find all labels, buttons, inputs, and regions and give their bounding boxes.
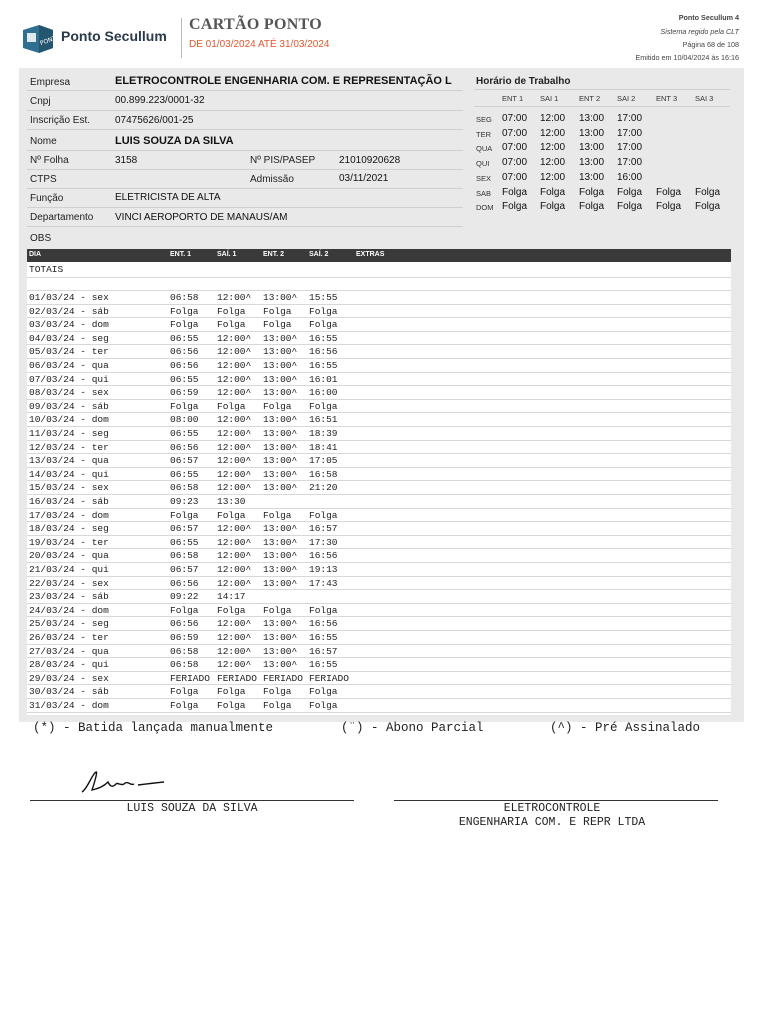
row-time: 12:00^ bbox=[217, 550, 252, 562]
work-hours-cell: Folga bbox=[579, 186, 605, 198]
row-time: 16:55 bbox=[309, 332, 338, 344]
table-row bbox=[27, 481, 731, 495]
work-hours-cell: 07:00 bbox=[502, 113, 528, 124]
row-time: Folga bbox=[263, 319, 292, 331]
row-time: Folga bbox=[309, 686, 338, 698]
work-hours-day: QUI bbox=[476, 159, 490, 169]
row-time: 13:00^ bbox=[263, 441, 298, 453]
row-time: 12:00^ bbox=[217, 292, 252, 303]
table-row bbox=[27, 536, 731, 550]
row-day: 09/03/24 - sáb bbox=[29, 400, 109, 412]
row-time: 18:41 bbox=[309, 441, 338, 453]
row-day: 18/03/24 - seg bbox=[29, 523, 109, 535]
regime-text: Sistema regido pela CLT bbox=[660, 27, 739, 36]
legend-pre: (^) - Pré Assinalado bbox=[550, 721, 701, 735]
table-row bbox=[27, 427, 731, 441]
row-day: 15/03/24 - sex bbox=[29, 482, 109, 494]
empresa-value: ELETROCONTROLE ENGENHARIA COM. E REPRESENTAÇÃO L bbox=[115, 75, 452, 87]
row-day: 23/03/24 - sáb bbox=[29, 591, 109, 603]
row-time: 12:00^ bbox=[217, 468, 252, 480]
table-row bbox=[27, 509, 731, 523]
work-hours-header: SAI 3 bbox=[695, 94, 714, 103]
funcao-label: Função bbox=[30, 193, 64, 204]
table-header bbox=[27, 249, 731, 262]
work-hours-cell: 07:00 bbox=[502, 171, 528, 183]
row-time: 12:00^ bbox=[217, 428, 252, 439]
row-time: 06:58 bbox=[170, 645, 199, 657]
work-hours-header: SAI 2 bbox=[617, 94, 636, 103]
page-number: Página 68 de 108 bbox=[682, 40, 739, 49]
cnpj-value: 00.899.223/0001-32 bbox=[115, 95, 205, 106]
company-signature-name-2: ENGENHARIA COM. E REPR LTDA bbox=[458, 816, 646, 829]
table-row bbox=[27, 631, 731, 645]
row-time: 06:57 bbox=[170, 564, 199, 575]
divider bbox=[474, 89, 730, 90]
row-time: 14:17 bbox=[217, 591, 246, 603]
row-time: 13:30 bbox=[217, 496, 246, 507]
work-hours-cell: 12:00 bbox=[540, 142, 566, 154]
handwritten-signature bbox=[78, 768, 168, 803]
row-day: 16/03/24 - sáb bbox=[29, 496, 109, 507]
table-row bbox=[27, 658, 731, 672]
divider bbox=[27, 90, 463, 91]
row-time: 06:58 bbox=[170, 659, 199, 671]
row-time: Folga bbox=[170, 686, 199, 698]
row-day: 03/03/24 - dom bbox=[29, 319, 109, 331]
header-divider bbox=[181, 18, 182, 58]
row-day: 06/03/24 - qua bbox=[29, 360, 109, 371]
divider bbox=[474, 106, 730, 107]
divider bbox=[27, 207, 463, 208]
table-row bbox=[27, 563, 731, 577]
row-time: 16:55 bbox=[309, 659, 338, 671]
row-time: FERIADO bbox=[263, 672, 303, 684]
row-time: 16:01 bbox=[309, 373, 338, 385]
row-time: 12:00^ bbox=[217, 441, 252, 453]
work-hours-cell: Folga bbox=[502, 186, 528, 198]
work-hours-cell: 13:00 bbox=[579, 171, 605, 183]
totais-label: TOTAIS bbox=[29, 264, 64, 275]
work-hours-cell: Folga bbox=[579, 201, 605, 213]
company-signature-name-1: ELETROCONTROLE bbox=[503, 802, 601, 815]
row-time: Folga bbox=[263, 700, 292, 711]
work-hours-cell: 13:00 bbox=[579, 127, 605, 139]
row-time: Folga bbox=[217, 305, 246, 317]
divider bbox=[27, 169, 463, 170]
row-time: 16:58 bbox=[309, 468, 338, 480]
row-day: 20/03/24 - qua bbox=[29, 550, 109, 562]
row-time: 06:56 bbox=[170, 577, 199, 589]
folha-label: Nº Folha bbox=[30, 155, 69, 166]
row-time: 16:51 bbox=[309, 414, 338, 426]
divider bbox=[27, 277, 731, 278]
work-hours-header: ENT 1 bbox=[502, 94, 524, 103]
row-time: 06:56 bbox=[170, 346, 199, 358]
work-hours-day: SEX bbox=[476, 173, 492, 183]
admissao-value: 03/11/2021 bbox=[339, 173, 389, 184]
pis-label: Nº PIS/PASEP bbox=[250, 155, 316, 166]
admissao-label: Admissão bbox=[250, 174, 294, 185]
company-signature-line bbox=[394, 800, 718, 801]
work-hours-cell: Folga bbox=[695, 186, 721, 198]
row-day: 05/03/24 - ter bbox=[29, 346, 109, 358]
row-time: FERIADO bbox=[217, 672, 257, 684]
punch-table bbox=[27, 249, 731, 715]
row-time: 13:00^ bbox=[263, 564, 298, 575]
table-row bbox=[27, 699, 731, 713]
legend-manual: (*) - Batida lançada manualmente bbox=[33, 721, 274, 735]
row-time: 06:56 bbox=[170, 360, 199, 371]
nome-value: LUIS SOUZA DA SILVA bbox=[115, 135, 234, 147]
work-hours-cell: Folga bbox=[617, 201, 643, 213]
pis-value: 21010920628 bbox=[339, 155, 401, 166]
row-time: 12:00^ bbox=[217, 564, 252, 575]
divider bbox=[27, 129, 463, 130]
row-time: 13:00^ bbox=[263, 536, 298, 548]
employee-signature-line bbox=[30, 800, 354, 801]
obs-label: OBS bbox=[30, 233, 52, 244]
work-hours-cell: Folga bbox=[656, 201, 682, 213]
row-time: 12:00^ bbox=[217, 645, 252, 657]
divider bbox=[27, 188, 463, 189]
work-hours-cell: Folga bbox=[617, 186, 643, 198]
row-time: 06:55 bbox=[170, 468, 199, 480]
row-time: 09:23 bbox=[170, 496, 199, 507]
table-row bbox=[27, 359, 731, 373]
row-time: 18:39 bbox=[309, 428, 338, 439]
row-time: 13:00^ bbox=[263, 645, 298, 657]
work-hours-cell: 13:00 bbox=[579, 113, 605, 124]
table-row bbox=[27, 468, 731, 482]
row-time: 06:55 bbox=[170, 428, 199, 439]
col-ent2: ENT. 2 bbox=[263, 251, 285, 258]
work-hours-cell: 16:00 bbox=[617, 171, 643, 183]
table-row bbox=[27, 305, 731, 319]
table-row bbox=[27, 441, 731, 455]
legend-abono: (¨) - Abono Parcial bbox=[341, 721, 484, 735]
work-hours-cell: 12:00 bbox=[540, 171, 566, 183]
svg-text:PONTO: PONTO bbox=[39, 33, 62, 48]
work-hours-cell: 07:00 bbox=[502, 142, 528, 154]
row-time: 13:00^ bbox=[263, 292, 298, 303]
row-time: 12:00^ bbox=[217, 632, 252, 643]
row-time: 06:57 bbox=[170, 523, 199, 535]
row-time: Folga bbox=[309, 700, 338, 711]
row-day: 28/03/24 - qui bbox=[29, 659, 109, 671]
cnpj-label: Cnpj bbox=[30, 96, 51, 107]
table-row bbox=[27, 522, 731, 536]
row-time: Folga bbox=[309, 400, 338, 412]
row-time: FERIADO bbox=[170, 672, 210, 684]
row-time: 13:00^ bbox=[263, 618, 298, 630]
row-day: 01/03/24 - sex bbox=[29, 292, 109, 303]
row-time: Folga bbox=[309, 509, 338, 521]
depto-label: Departamento bbox=[30, 212, 94, 223]
row-time: 06:56 bbox=[170, 618, 199, 630]
col-ent1: ENT. 1 bbox=[170, 251, 192, 258]
row-time: 06:57 bbox=[170, 455, 199, 467]
table-row bbox=[27, 373, 731, 387]
product-name: Ponto Secullum 4 bbox=[678, 13, 739, 22]
row-time: Folga bbox=[217, 400, 246, 412]
inscricao-value: 07475626/001-25 bbox=[115, 115, 194, 126]
col-sai2: SAÍ. 2 bbox=[309, 251, 329, 258]
work-hours-cell: 13:00 bbox=[579, 157, 605, 169]
row-time: Folga bbox=[170, 305, 199, 317]
row-day: 11/03/24 - seg bbox=[29, 428, 109, 439]
work-hours-cell: 12:00 bbox=[540, 113, 566, 124]
row-time: 16:57 bbox=[309, 523, 338, 535]
folha-value: 3158 bbox=[115, 155, 138, 166]
row-day: 13/03/24 - qua bbox=[29, 455, 109, 467]
row-time: 16:57 bbox=[309, 645, 338, 657]
row-time: 06:59 bbox=[170, 387, 199, 399]
row-day: 29/03/24 - sex bbox=[29, 672, 109, 684]
work-hours-cell: Folga bbox=[502, 201, 528, 213]
page-title: CARTÃO PONTO bbox=[189, 16, 322, 33]
col-extras: EXTRAS bbox=[356, 251, 385, 258]
work-hours-day: TER bbox=[476, 129, 491, 139]
row-time: Folga bbox=[263, 400, 292, 412]
table-row bbox=[27, 332, 731, 346]
work-hours-header: SAI 1 bbox=[540, 94, 559, 103]
row-time: 12:00^ bbox=[217, 387, 252, 399]
row-day: 25/03/24 - seg bbox=[29, 618, 109, 630]
row-time: 15:55 bbox=[309, 292, 338, 303]
row-time: 12:00^ bbox=[217, 577, 252, 589]
table-row bbox=[27, 291, 731, 305]
row-time: 06:58 bbox=[170, 292, 199, 303]
row-time: Folga bbox=[217, 700, 246, 711]
work-hours-cell: 12:00 bbox=[540, 157, 566, 169]
row-time: 13:00^ bbox=[263, 360, 298, 371]
table-row bbox=[27, 577, 731, 591]
row-time: 13:00^ bbox=[263, 387, 298, 399]
row-time: 16:00 bbox=[309, 387, 338, 399]
work-hours-cell: 13:00 bbox=[579, 142, 605, 154]
row-time: 16:56 bbox=[309, 618, 338, 630]
table-row bbox=[27, 590, 731, 604]
row-time: 12:00^ bbox=[217, 414, 252, 426]
table-row bbox=[27, 345, 731, 359]
row-time: 13:00^ bbox=[263, 332, 298, 344]
row-time: 16:56 bbox=[309, 346, 338, 358]
row-time: 12:00^ bbox=[217, 373, 252, 385]
table-row bbox=[27, 318, 731, 332]
row-time: 08:00 bbox=[170, 414, 199, 426]
brand-name: Ponto Secullum bbox=[61, 28, 167, 44]
row-time: 13:00^ bbox=[263, 428, 298, 439]
row-day: 02/03/24 - sáb bbox=[29, 305, 109, 317]
row-time: 06:55 bbox=[170, 332, 199, 344]
divider bbox=[27, 150, 463, 151]
employee-signature-name: LUIS SOUZA DA SILVA bbox=[126, 802, 258, 815]
row-time: 12:00^ bbox=[217, 332, 252, 344]
row-time: Folga bbox=[263, 686, 292, 698]
row-time: 13:00^ bbox=[263, 523, 298, 535]
row-time: Folga bbox=[309, 319, 338, 331]
work-hours-cell: 07:00 bbox=[502, 127, 528, 139]
row-time: 13:00^ bbox=[263, 482, 298, 494]
col-sai1: SAÍ. 1 bbox=[217, 251, 237, 258]
row-time: Folga bbox=[170, 700, 199, 711]
divider bbox=[27, 226, 463, 227]
row-time: 21:20 bbox=[309, 482, 338, 494]
work-hours-title: Horário de Trabalho bbox=[476, 76, 571, 87]
row-time: 12:00^ bbox=[217, 482, 252, 494]
table-row bbox=[27, 645, 731, 659]
row-time: 17:30 bbox=[309, 536, 338, 548]
row-day: 27/03/24 - qua bbox=[29, 645, 109, 657]
row-time: 06:55 bbox=[170, 536, 199, 548]
row-day: 04/03/24 - seg bbox=[29, 332, 109, 344]
row-time: Folga bbox=[217, 319, 246, 331]
row-day: 24/03/24 - dom bbox=[29, 604, 109, 616]
work-hours-cell: Folga bbox=[540, 201, 566, 213]
table-row bbox=[27, 413, 731, 427]
table-row bbox=[27, 386, 731, 400]
work-hours-cell: 07:00 bbox=[502, 157, 528, 169]
row-day: 08/03/24 - sex bbox=[29, 387, 109, 399]
row-time: 13:00^ bbox=[263, 632, 298, 643]
emitted-date: Emitido em 10/04/2024 às 16:16 bbox=[635, 53, 739, 62]
work-hours-cell: 17:00 bbox=[617, 113, 643, 124]
work-hours-header: ENT 3 bbox=[656, 94, 678, 103]
row-time: 16:55 bbox=[309, 632, 338, 643]
work-hours-day: DOM bbox=[476, 203, 494, 213]
funcao-value: ELETRICISTA DE ALTA bbox=[115, 192, 221, 203]
nome-label: Nome bbox=[30, 136, 57, 147]
divider bbox=[27, 110, 463, 111]
row-time: 12:00^ bbox=[217, 360, 252, 371]
row-time: 13:00^ bbox=[263, 659, 298, 671]
row-time: Folga bbox=[217, 686, 246, 698]
row-day: 19/03/24 - ter bbox=[29, 536, 109, 548]
table-row bbox=[27, 604, 731, 618]
row-day: 22/03/24 - sex bbox=[29, 577, 109, 589]
work-hours-cell: 17:00 bbox=[617, 142, 643, 154]
row-time: 16:55 bbox=[309, 360, 338, 371]
row-day: 12/03/24 - ter bbox=[29, 441, 109, 453]
depto-value: VINCI AEROPORTO DE MANAUS/AM bbox=[115, 212, 288, 223]
row-time: Folga bbox=[263, 509, 292, 521]
row-time: 19:13 bbox=[309, 564, 338, 575]
row-time: 17:05 bbox=[309, 455, 338, 467]
row-time: Folga bbox=[309, 604, 338, 616]
row-day: 21/03/24 - qui bbox=[29, 564, 109, 575]
work-hours-cell: 12:00 bbox=[540, 127, 566, 139]
table-row bbox=[27, 617, 731, 631]
row-time: 13:00^ bbox=[263, 414, 298, 426]
row-day: 07/03/24 - qui bbox=[29, 373, 109, 385]
row-time: 12:00^ bbox=[217, 618, 252, 630]
row-day: 30/03/24 - sáb bbox=[29, 686, 109, 698]
row-time: 12:00^ bbox=[217, 346, 252, 358]
work-hours-day: SAB bbox=[476, 188, 492, 198]
row-time: 12:00^ bbox=[217, 536, 252, 548]
row-time: FERIADO bbox=[309, 672, 349, 684]
empresa-label: Empresa bbox=[30, 77, 71, 88]
work-hours-header: ENT 2 bbox=[579, 94, 601, 103]
row-day: 17/03/24 - dom bbox=[29, 509, 109, 521]
logo-icon bbox=[19, 24, 62, 52]
row-time: Folga bbox=[263, 604, 292, 616]
row-time: 13:00^ bbox=[263, 577, 298, 589]
row-time: Folga bbox=[170, 319, 199, 331]
row-time: 17:43 bbox=[309, 577, 338, 589]
table-row bbox=[27, 549, 731, 563]
row-time: 06:58 bbox=[170, 550, 199, 562]
row-time: 12:00^ bbox=[217, 659, 252, 671]
row-time: Folga bbox=[170, 604, 199, 616]
row-time: Folga bbox=[170, 400, 199, 412]
row-time: 12:00^ bbox=[217, 455, 252, 467]
table-row bbox=[27, 495, 731, 509]
work-hours-cell: Folga bbox=[695, 201, 721, 213]
table-row bbox=[27, 672, 731, 686]
ctps-label: CTPS bbox=[30, 174, 57, 185]
row-time: 06:55 bbox=[170, 373, 199, 385]
row-day: 31/03/24 - dom bbox=[29, 700, 109, 711]
row-time: 13:00^ bbox=[263, 455, 298, 467]
row-time: 13:00^ bbox=[263, 468, 298, 480]
row-time: 13:00^ bbox=[263, 346, 298, 358]
row-day: 26/03/24 - ter bbox=[29, 632, 109, 643]
table-row bbox=[27, 400, 731, 414]
col-dia: DIA bbox=[29, 251, 42, 258]
row-time: Folga bbox=[217, 604, 246, 616]
row-time: Folga bbox=[263, 305, 292, 317]
period-range: DE 01/03/2024 ATÉ 31/03/2024 bbox=[189, 39, 330, 50]
row-day: 14/03/24 - qui bbox=[29, 468, 109, 480]
row-time: Folga bbox=[170, 509, 199, 521]
work-hours-day: QUA bbox=[476, 144, 493, 154]
row-time: 09:22 bbox=[170, 591, 199, 603]
row-time: Folga bbox=[309, 305, 338, 317]
work-hours-cell: Folga bbox=[540, 186, 566, 198]
row-time: 06:56 bbox=[170, 441, 199, 453]
table-row bbox=[27, 685, 731, 699]
work-hours-cell: Folga bbox=[656, 186, 682, 198]
row-time: 12:00^ bbox=[217, 523, 252, 535]
row-time: Folga bbox=[217, 509, 246, 521]
row-time: 16:56 bbox=[309, 550, 338, 562]
table-row bbox=[27, 454, 731, 468]
work-hours-cell: 17:00 bbox=[617, 157, 643, 169]
row-time: 13:00^ bbox=[263, 550, 298, 562]
work-hours-day: SEG bbox=[476, 115, 492, 124]
work-hours-cell: 17:00 bbox=[617, 127, 643, 139]
row-time: 06:59 bbox=[170, 632, 199, 643]
inscricao-label: Inscrição Est. bbox=[30, 115, 91, 126]
row-day: 10/03/24 - dom bbox=[29, 414, 109, 426]
row-time: 06:58 bbox=[170, 482, 199, 494]
row-time: 13:00^ bbox=[263, 373, 298, 385]
